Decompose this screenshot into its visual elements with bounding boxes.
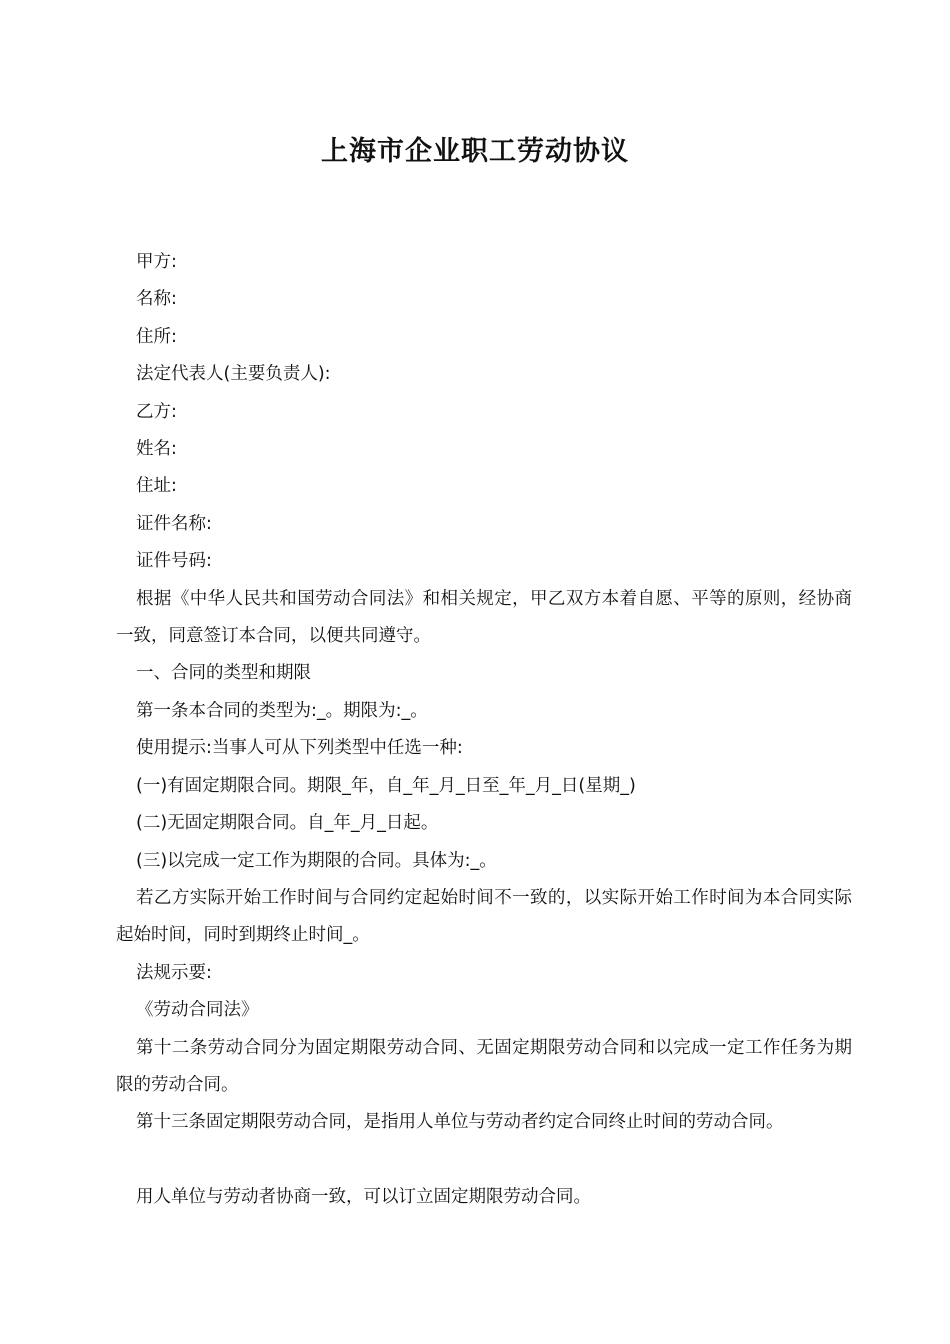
party-b-name-label: 姓名: xyxy=(136,439,177,460)
party-b-label: 乙方: xyxy=(136,401,177,422)
id-type-label: 证件名称: xyxy=(136,513,212,534)
section-heading: 一、合同的类型和期限 xyxy=(136,663,311,684)
regulation-label: 法规示要: xyxy=(136,962,212,983)
law-title: 《劳动合同法》 xyxy=(136,1000,259,1021)
agreement-paragraph: 用人单位与劳动者协商一致，可以订立固定期限劳动合同。 xyxy=(136,1187,591,1208)
party-a-label: 甲方: xyxy=(136,252,177,272)
document-title: 上海市企业职工劳动协议 xyxy=(321,136,629,167)
option-1: (一)有固定期限合同。期限_年，自_年_月_日至_年_月_日(星期_) xyxy=(136,775,636,796)
article-12: 第十二条劳动合同分为固定期限劳动合同、无固定期限劳动合同和以完成一定工作任务为期限的劳动合同。 xyxy=(116,1037,852,1095)
article-13: 第十三条固定期限劳动合同，是指用人单位与劳动者约定合同终止时间的劳动合同。 xyxy=(136,1112,784,1133)
party-b-address-label: 住址: xyxy=(136,476,177,497)
id-number-label: 证件号码: xyxy=(136,551,212,572)
preamble-paragraph: 根据《中华人民共和国劳动合同法》和相关规定，甲乙双方本着自愿、平等的原则，经协商一致，同意签订本合同，以便共同遵守。 xyxy=(116,588,852,647)
blank-line xyxy=(116,1142,852,1179)
start-time-paragraph: 若乙方实际开始工作时间与合同约定起始时间不一致的，以实际开始工作时间为本合同实际起始时间，同时到期终止时间_。 xyxy=(116,887,852,946)
document-body xyxy=(116,244,852,1217)
option-3: (三)以完成一定工作为期限的合同。具体为:_。 xyxy=(136,850,497,871)
party-a-name-label: 名称: xyxy=(136,289,177,310)
option-2: (二)无固定期限合同。自_年_月_日起。 xyxy=(136,813,439,834)
legal-representative-label: 法定代表人(主要负责人): xyxy=(136,364,331,385)
usage-tip: 使用提示:当事人可从下列类型中任选一种: xyxy=(136,738,463,759)
article-1: 第一条本合同的类型为:_。期限为:_。 xyxy=(136,700,428,721)
party-a-address-label: 住所: xyxy=(136,326,177,347)
